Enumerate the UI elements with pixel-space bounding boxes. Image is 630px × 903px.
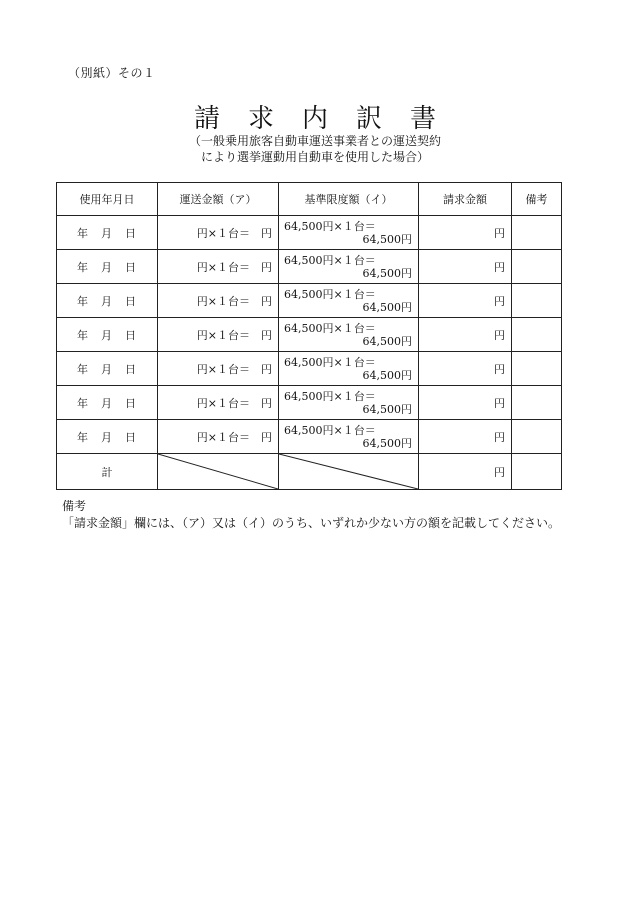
fare-cell: 円×１台＝ 円 [158, 386, 279, 420]
date-cell: 年 月 日 [57, 250, 158, 284]
fare-cell: 円×１台＝ 円 [158, 216, 279, 250]
invoice-table [56, 182, 562, 490]
table-row [57, 420, 562, 454]
limit-total: 64,500円 [362, 233, 412, 246]
limit-total: 64,500円 [362, 267, 412, 280]
claim-cell: 円 [419, 386, 512, 420]
total-limit-slashed-cell [279, 454, 419, 490]
claim-cell: 円 [419, 420, 512, 454]
diagonal-line [158, 454, 278, 489]
total-notes-cell [512, 454, 562, 490]
fare-cell: 円×１台＝ 円 [158, 318, 279, 352]
limit-cell [279, 318, 419, 352]
notes-cell [512, 284, 562, 318]
table-row [57, 386, 562, 420]
total-fare-slashed-cell [158, 454, 279, 490]
claim-cell: 円 [419, 318, 512, 352]
limit-cell [279, 216, 419, 250]
limit-cell [279, 420, 419, 454]
limit-formula: 64,500円×１台＝ [284, 220, 376, 233]
total-label: 計 [57, 454, 158, 490]
limit-total: 64,500円 [362, 335, 412, 348]
limit-cell [279, 284, 419, 318]
table-row [57, 216, 562, 250]
attachment-label: （別紙）その１ [68, 66, 156, 80]
subtitle-line-1: （一般乗用旅客自動車運送事業者との運送契約 [188, 134, 441, 148]
limit-formula: 64,500円×１台＝ [284, 356, 376, 369]
remarks-heading: 備考 [62, 499, 87, 513]
limit-total: 64,500円 [362, 403, 412, 416]
document-subtitle [0, 133, 630, 165]
header-limit: 基準限度額（イ） [279, 183, 419, 216]
limit-formula: 64,500円×１台＝ [284, 424, 376, 437]
header-fare: 運送金額（ア） [158, 183, 279, 216]
date-cell: 年 月 日 [57, 284, 158, 318]
limit-formula: 64,500円×１台＝ [284, 254, 376, 267]
date-cell: 年 月 日 [57, 352, 158, 386]
header-notes: 備考 [512, 183, 562, 216]
header-claim: 請求金額 [419, 183, 512, 216]
fare-cell: 円×１台＝ 円 [158, 420, 279, 454]
total-row [57, 454, 562, 490]
limit-cell [279, 386, 419, 420]
limit-cell [279, 352, 419, 386]
notes-cell [512, 386, 562, 420]
fare-cell: 円×１台＝ 円 [158, 250, 279, 284]
diagonal-line [279, 454, 418, 489]
date-cell: 年 月 日 [57, 420, 158, 454]
subtitle-line-2: により選挙運動用自動車を使用した場合） [200, 150, 429, 164]
claim-cell: 円 [419, 216, 512, 250]
total-claim-cell: 円 [419, 454, 512, 490]
date-cell: 年 月 日 [57, 318, 158, 352]
claim-cell: 円 [419, 250, 512, 284]
remarks-body: 「請求金額」欄には、（ア）又は（イ）のうち、いずれか少ない方の額を記載してください。 [62, 516, 561, 530]
limit-cell [279, 250, 419, 284]
claim-cell: 円 [419, 352, 512, 386]
fare-cell: 円×１台＝ 円 [158, 284, 279, 318]
notes-cell [512, 420, 562, 454]
header-date: 使用年月日 [57, 183, 158, 216]
limit-formula: 64,500円×１台＝ [284, 288, 376, 301]
notes-cell [512, 318, 562, 352]
table-row [57, 352, 562, 386]
notes-cell [512, 216, 562, 250]
claim-cell: 円 [419, 284, 512, 318]
notes-cell [512, 250, 562, 284]
limit-total: 64,500円 [362, 437, 412, 450]
fare-cell: 円×１台＝ 円 [158, 352, 279, 386]
table-header-row [57, 183, 562, 216]
limit-total: 64,500円 [362, 301, 412, 314]
document-title: 請求内訳書 [193, 104, 464, 134]
limit-formula: 64,500円×１台＝ [284, 322, 376, 335]
notes-cell [512, 352, 562, 386]
limit-formula: 64,500円×１台＝ [284, 390, 376, 403]
table-row [57, 250, 562, 284]
table-row [57, 284, 562, 318]
date-cell: 年 月 日 [57, 216, 158, 250]
table-row [57, 318, 562, 352]
limit-total: 64,500円 [362, 369, 412, 382]
date-cell: 年 月 日 [57, 386, 158, 420]
